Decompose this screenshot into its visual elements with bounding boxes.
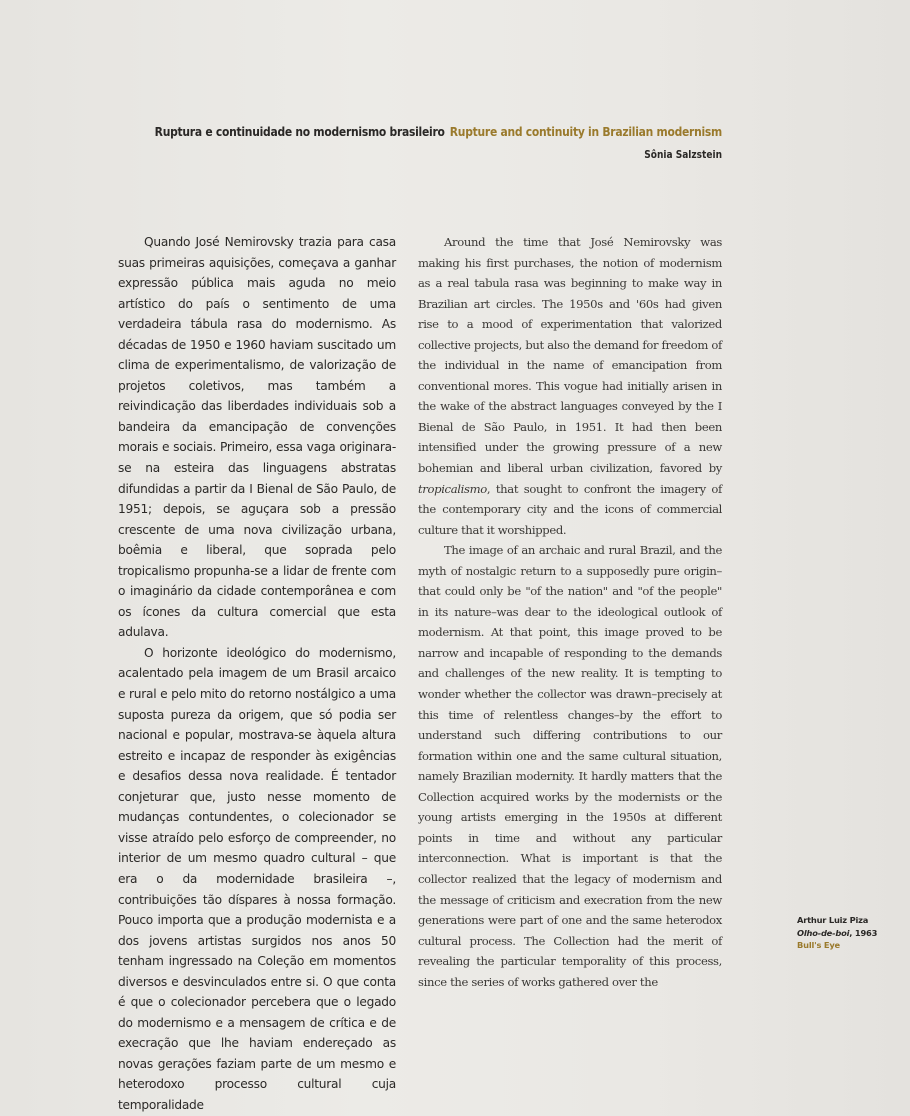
caption-year: , 1963: [849, 927, 878, 938]
page-header: [0, 124, 722, 161]
caption-work-title: Olho-de-boi: [797, 927, 850, 938]
pt-paragraph-1: Quando José Nemirovsky trazia para casa suas primeiras aquisições, começava a ganhar expressão pública mais aguda no meio artístico do país o sentimento de uma verdadeira tábula rasa do modernismo. As décadas de 1950 e 1960 haviam suscitado um clima de experimentalismo, de valorização de projetos coletivos, mas também a reivindicação das liberdades individuais sob a bandeira da emancipação de convenções morais e sociais. Primeiro, essa vaga originara-se na esteira das linguagens abstratas difundidas a partir da I Bienal de São Paulo, de 1951; depois, se aguçara sob a pressão crescente de uma nova civilização urbana, boêmia e liberal, que soprada pelo tropicalismo propunha-se a lidar de frente com o imaginário da cidade contemporânea e com os ícones da cultura comercial que esta adulava.: [118, 235, 396, 640]
caption-title-english: Bull's Eye: [797, 940, 840, 950]
en-paragraph-1-part-a: Around the time that José Nemirovsky was making his first purchases, the notion of modernism as a real tabula rasa was beginning to make way in Brazilian art circles. The 1950s and '60s had given rise to a mood of experimentation that valorized collective projects, but also the demand for freedom of the individual in the name of emancipation from conventional mores. This vogue had initially arisen in the wake of the abstract languages conveyed by the I Bienal de São Paulo, in 1951. It had then been intensified under the growing pressure of a new bohemian and liberal urban civilization, favored by: [418, 235, 722, 476]
title-portuguese: Ruptura e continuidade no modernismo brasileiro: [154, 124, 445, 139]
pt-paragraph-2: O horizonte ideológico do modernismo, acalentado pela imagem de um Brasil arcaico e rural e pelo mito do retorno nostálgico a uma suposta pureza da origem, que só podia ser nacional e popular, mostrava-se àquela altura estreito e incapaz de responder às exigências e desafios dessa nova realidade. É tentador conjeturar que, justo nesse momento de mudanças contundentes, o colecionador se visse atraído pelo esforço de compreender, no interior de um mesmo quadro cultural – que era o da modernidade brasileira –, contribuições tão díspares à nossa formação. Pouco importa que a produção modernista e a dos jovens artistas surgidos nos anos 50 tenham ingressado na Coleção em momentos diversos e desvinculados entre si. O que conta é que o colecionador percebera que o legado do modernismo e a mensagem de crítica e de execração que lhe haviam endereçado as novas gerações faziam parte de um mesmo e heterodoxo processo cultural cuja temporalidade: [118, 645, 396, 1112]
english-text-column: [418, 232, 722, 992]
author-name: Sônia Salzstein: [644, 149, 722, 161]
caption-artist: Arthur Luiz Piza: [797, 915, 869, 925]
artwork-caption: [797, 914, 877, 952]
en-paragraph-2: The image of an archaic and rural Brazil, and the myth of nostalgic return to a supposedly pure origin–that could only be "of the nation" and "of the people" in its nature–was dear to the ideological outlook of modernism. At that point, this image proved to be narrow and incapable of responding to the demands and challenges of the new reality. It is tempting to wonder whether the collector was drawn–precisely at this time of relentless changes–by the effort to understand such differing contributions to our formation within one and the same cultural situation, namely Brazilian modernity. It hardly matters that the Collection acquired works by the modernists or the young artists emerging in the 1950s at different points in time and without any particular interconnection. What is important is that the collector realized that the legacy of modernism and the message of criticism and execration from the new generations were part of one and the same heterodox cultural process. The Collection had the merit of revealing the particular temporality of this process, since the series of works gathered over the: [418, 543, 722, 989]
portuguese-text-column: [118, 232, 396, 1116]
en-paragraph-1-emphasis: tropicalismo: [418, 481, 487, 496]
title-english: Rupture and continuity in Brazilian modernism: [449, 124, 722, 139]
en-paragraph-1: [418, 232, 722, 540]
en-paragraph-1-part-b: , that sought to confront the imagery of the contemporary city and the icons of commercial culture that it worshipped.: [418, 481, 722, 537]
title-line: [101, 124, 722, 139]
caption-work: [797, 927, 877, 940]
